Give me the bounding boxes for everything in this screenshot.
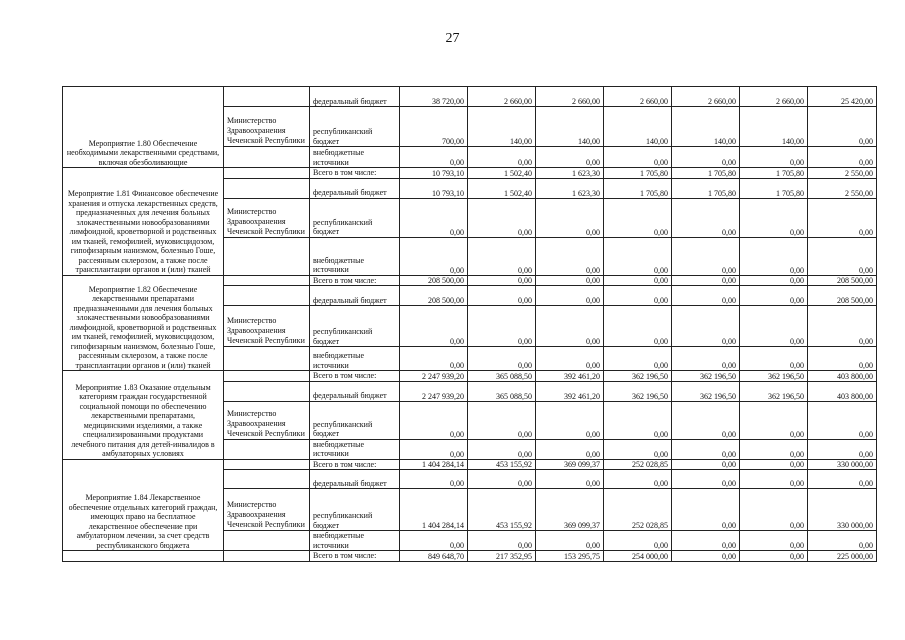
value-cell: 252 028,85 — [604, 489, 672, 531]
value-cell: 2 660,00 — [536, 87, 604, 107]
page-number: 27 — [445, 31, 460, 46]
value-cell: 0,00 — [536, 286, 604, 306]
source-label: федеральный бюджет — [310, 87, 400, 107]
value-cell: 330 000,00 — [808, 459, 877, 470]
executor-empty — [224, 275, 310, 286]
value-cell: 0,00 — [468, 439, 536, 459]
source-label: республиканский бюджет — [310, 489, 400, 531]
value-cell: 0,00 — [672, 198, 740, 237]
value-cell: 0,00 — [740, 347, 808, 371]
value-cell: 0,00 — [468, 401, 536, 439]
source-label: республиканский бюджет — [310, 107, 400, 147]
value-cell: 330 000,00 — [808, 489, 877, 531]
value-cell: 0,00 — [400, 401, 468, 439]
value-cell: 0,00 — [400, 439, 468, 459]
value-cell: 0,00 — [672, 147, 740, 168]
value-cell: 208 500,00 — [400, 286, 468, 306]
value-cell: 0,00 — [672, 531, 740, 551]
value-cell: 0,00 — [400, 347, 468, 371]
value-cell: 365 088,50 — [468, 381, 536, 401]
value-cell: 0,00 — [604, 237, 672, 275]
value-cell: 392 461,20 — [536, 371, 604, 382]
value-cell: 0,00 — [400, 470, 468, 489]
source-label: внебюджетные источники — [310, 237, 400, 275]
value-cell: 365 088,50 — [468, 371, 536, 382]
value-cell: 0,00 — [536, 401, 604, 439]
value-cell: 0,00 — [740, 489, 808, 531]
measure-title: Мероприятие 1.82 Обеспечение лекарственными препаратами предназначенными для лечения больных злокачественными новообразованиями лимфоидной, кроветворной и родственных им тканей, гемофилией, муковисцидозом, гипофизарным нанизмом, болезнью Гоше, рассеянным склерозом, а также после трансплантации органов и (или) тканей — [63, 275, 224, 371]
executor-empty — [224, 347, 310, 371]
value-cell: 1 705,80 — [740, 178, 808, 198]
value-cell: 362 196,50 — [604, 381, 672, 401]
value-cell: 0,00 — [808, 347, 877, 371]
value-cell: 849 648,70 — [400, 551, 468, 562]
value-cell: 0,00 — [468, 237, 536, 275]
value-cell: 0,00 — [468, 147, 536, 168]
value-cell: 1 623,30 — [536, 168, 604, 179]
measure-row-total — [63, 459, 877, 470]
value-cell: 0,00 — [808, 107, 877, 147]
value-cell: 0,00 — [740, 306, 808, 347]
source-label: республиканский бюджет — [310, 198, 400, 237]
executor-empty — [224, 371, 310, 382]
value-cell: 0,00 — [536, 237, 604, 275]
value-cell: 1 502,40 — [468, 168, 536, 179]
value-cell: 0,00 — [672, 459, 740, 470]
executor-empty — [224, 531, 310, 551]
measure-title: Мероприятие 1.80 Обеспечение необходимыми лекарственными средствами, включая обезболивающие — [63, 87, 224, 168]
value-cell: 0,00 — [740, 286, 808, 306]
source-label: республиканский бюджет — [310, 306, 400, 347]
executor-cell: Министерство Здравоохранения Чеченской Республики — [224, 198, 310, 237]
value-cell: 0,00 — [740, 198, 808, 237]
value-cell: 0,00 — [604, 439, 672, 459]
executor-cell: Министерство Здравоохранения Чеченской Республики — [224, 401, 310, 439]
value-cell: 38 720,00 — [400, 87, 468, 107]
executor-empty — [224, 87, 310, 107]
source-label: Всего в том числе: — [310, 459, 400, 470]
value-cell: 369 099,37 — [536, 489, 604, 531]
source-label: внебюджетные источники — [310, 347, 400, 371]
budget-table — [62, 86, 877, 562]
source-label: федеральный бюджет — [310, 381, 400, 401]
measure-row-total — [63, 371, 877, 382]
measure-title: Мероприятие 1.83 Оказание отдельным категориям граждан государственной социальной помощи по обеспечению лекарственными препаратами, медицинскими изделиями, а также специализированными продуктами лечебного питания для детей-инвалидов в амбулаторных условиях — [63, 371, 224, 460]
value-cell: 0,00 — [604, 531, 672, 551]
value-cell: 0,00 — [604, 347, 672, 371]
measure-row-federal — [63, 87, 877, 107]
value-cell: 0,00 — [400, 306, 468, 347]
value-cell: 0,00 — [808, 198, 877, 237]
value-cell: 0,00 — [468, 306, 536, 347]
measure-row-total — [63, 551, 877, 562]
value-cell: 362 196,50 — [672, 381, 740, 401]
value-cell: 1 705,80 — [672, 168, 740, 179]
value-cell: 217 352,95 — [468, 551, 536, 562]
value-cell: 0,00 — [808, 439, 877, 459]
measure-title: Мероприятие 1.81 Финансовое обеспечение хранения и отпуска лекарственных средств, предназначенных для лечения больных злокачественными новообразованиями лимфоидной, кроветворной и родственных им тканей, гемофилией, муковисцидозом, гипофизарным нанизмом, болезнью Гоше, рассеянным склерозом, а также после трансплантации органов и (или) тканей — [63, 168, 224, 276]
executor-cell: Министерство Здравоохранения Чеченской Республики — [224, 306, 310, 347]
value-cell: 0,00 — [672, 401, 740, 439]
value-cell: 1 404 284,14 — [400, 489, 468, 531]
value-cell: 0,00 — [604, 306, 672, 347]
value-cell: 1 623,30 — [536, 178, 604, 198]
executor-empty — [224, 168, 310, 179]
source-label: федеральный бюджет — [310, 286, 400, 306]
value-cell: 2 660,00 — [604, 87, 672, 107]
value-cell: 1 404 284,14 — [400, 459, 468, 470]
source-label: Всего в том числе: — [310, 168, 400, 179]
value-cell: 140,00 — [604, 107, 672, 147]
executor-empty — [224, 381, 310, 401]
value-cell: 0,00 — [468, 275, 536, 286]
value-cell: 362 196,50 — [740, 371, 808, 382]
value-cell: 2 550,00 — [808, 178, 877, 198]
source-label: внебюджетные источники — [310, 439, 400, 459]
source-label: Всего в том числе: — [310, 371, 400, 382]
value-cell: 0,00 — [536, 275, 604, 286]
value-cell: 2 660,00 — [672, 87, 740, 107]
executor-empty — [224, 147, 310, 168]
value-cell: 10 793,10 — [400, 168, 468, 179]
value-cell: 0,00 — [672, 347, 740, 371]
value-cell: 0,00 — [400, 531, 468, 551]
value-cell: 0,00 — [740, 275, 808, 286]
executor-empty — [224, 551, 310, 562]
source-label: внебюджетные источники — [310, 531, 400, 551]
value-cell: 0,00 — [604, 147, 672, 168]
value-cell: 2 247 939,20 — [400, 381, 468, 401]
value-cell: 140,00 — [672, 107, 740, 147]
value-cell: 392 461,20 — [536, 381, 604, 401]
value-cell: 0,00 — [536, 306, 604, 347]
executor-empty — [224, 459, 310, 470]
value-cell: 403 800,00 — [808, 381, 877, 401]
value-cell: 0,00 — [536, 347, 604, 371]
value-cell: 254 000,00 — [604, 551, 672, 562]
value-cell: 0,00 — [604, 198, 672, 237]
value-cell: 0,00 — [468, 531, 536, 551]
value-cell: 153 295,75 — [536, 551, 604, 562]
executor-cell: Министерство Здравоохранения Чеченской Республики — [224, 489, 310, 531]
source-label: республиканский бюджет — [310, 401, 400, 439]
value-cell: 0,00 — [672, 470, 740, 489]
value-cell: 0,00 — [808, 470, 877, 489]
value-cell: 0,00 — [468, 286, 536, 306]
value-cell: 208 500,00 — [808, 286, 877, 306]
value-cell: 0,00 — [740, 237, 808, 275]
source-label: Всего в том числе: — [310, 551, 400, 562]
value-cell: 0,00 — [400, 147, 468, 168]
source-label: федеральный бюджет — [310, 178, 400, 198]
value-cell: 0,00 — [468, 198, 536, 237]
value-cell: 0,00 — [536, 147, 604, 168]
value-cell: 0,00 — [672, 489, 740, 531]
value-cell: 362 196,50 — [672, 371, 740, 382]
value-cell: 369 099,37 — [536, 459, 604, 470]
value-cell: 0,00 — [672, 439, 740, 459]
value-cell: 0,00 — [808, 147, 877, 168]
value-cell: 0,00 — [400, 237, 468, 275]
value-cell: 1 705,80 — [672, 178, 740, 198]
value-cell: 0,00 — [808, 531, 877, 551]
value-cell: 0,00 — [740, 147, 808, 168]
value-cell: 0,00 — [604, 286, 672, 306]
measure-title: Мероприятие 1.84 Лекарственное обеспечение отдельных категорий граждан, имеющих право на бесплатное лекарственное обеспечение при амбулаторном лечении, за счет средств республиканского бюджета — [63, 459, 224, 551]
value-cell: 362 196,50 — [740, 381, 808, 401]
value-cell: 0,00 — [740, 531, 808, 551]
value-cell: 1 705,80 — [604, 178, 672, 198]
value-cell: 2 660,00 — [740, 87, 808, 107]
value-cell: 0,00 — [672, 551, 740, 562]
value-cell: 0,00 — [536, 198, 604, 237]
measure-title-empty — [63, 551, 224, 562]
value-cell: 0,00 — [536, 439, 604, 459]
value-cell: 252 028,85 — [604, 459, 672, 470]
executor-empty — [224, 237, 310, 275]
value-cell: 0,00 — [468, 347, 536, 371]
value-cell: 0,00 — [740, 470, 808, 489]
source-label: внебюджетные источники — [310, 147, 400, 168]
value-cell: 0,00 — [536, 531, 604, 551]
value-cell: 0,00 — [672, 306, 740, 347]
value-cell: 0,00 — [808, 306, 877, 347]
value-cell: 0,00 — [468, 470, 536, 489]
value-cell: 0,00 — [740, 401, 808, 439]
value-cell: 0,00 — [536, 470, 604, 489]
value-cell: 2 247 939,20 — [400, 371, 468, 382]
value-cell: 0,00 — [604, 275, 672, 286]
value-cell: 140,00 — [468, 107, 536, 147]
executor-empty — [224, 439, 310, 459]
value-cell: 208 500,00 — [808, 275, 877, 286]
value-cell: 2 660,00 — [468, 87, 536, 107]
executor-empty — [224, 470, 310, 489]
executor-empty — [224, 286, 310, 306]
value-cell: 453 155,92 — [468, 489, 536, 531]
value-cell: 208 500,00 — [400, 275, 468, 286]
value-cell: 1 502,40 — [468, 178, 536, 198]
value-cell: 1 705,80 — [604, 168, 672, 179]
value-cell: 25 420,00 — [808, 87, 877, 107]
value-cell: 0,00 — [672, 286, 740, 306]
value-cell: 0,00 — [740, 459, 808, 470]
value-cell: 0,00 — [740, 551, 808, 562]
value-cell: 0,00 — [672, 237, 740, 275]
value-cell: 0,00 — [400, 198, 468, 237]
value-cell: 0,00 — [808, 237, 877, 275]
value-cell: 140,00 — [536, 107, 604, 147]
value-cell: 140,00 — [740, 107, 808, 147]
value-cell: 403 800,00 — [808, 371, 877, 382]
value-cell: 2 550,00 — [808, 168, 877, 179]
executor-cell: Министерство Здравоохранения Чеченской Республики — [224, 107, 310, 147]
source-label: федеральный бюджет — [310, 470, 400, 489]
value-cell: 0,00 — [604, 470, 672, 489]
value-cell: 10 793,10 — [400, 178, 468, 198]
value-cell: 0,00 — [740, 439, 808, 459]
value-cell: 0,00 — [808, 401, 877, 439]
source-label: Всего в том числе: — [310, 275, 400, 286]
executor-empty — [224, 178, 310, 198]
value-cell: 0,00 — [604, 401, 672, 439]
measure-row-total — [63, 275, 877, 286]
value-cell: 225 000,00 — [808, 551, 877, 562]
measure-row-total — [63, 168, 877, 179]
value-cell: 700,00 — [400, 107, 468, 147]
table-body — [63, 87, 877, 562]
value-cell: 0,00 — [672, 275, 740, 286]
value-cell: 362 196,50 — [604, 371, 672, 382]
value-cell: 453 155,92 — [468, 459, 536, 470]
value-cell: 1 705,80 — [740, 168, 808, 179]
